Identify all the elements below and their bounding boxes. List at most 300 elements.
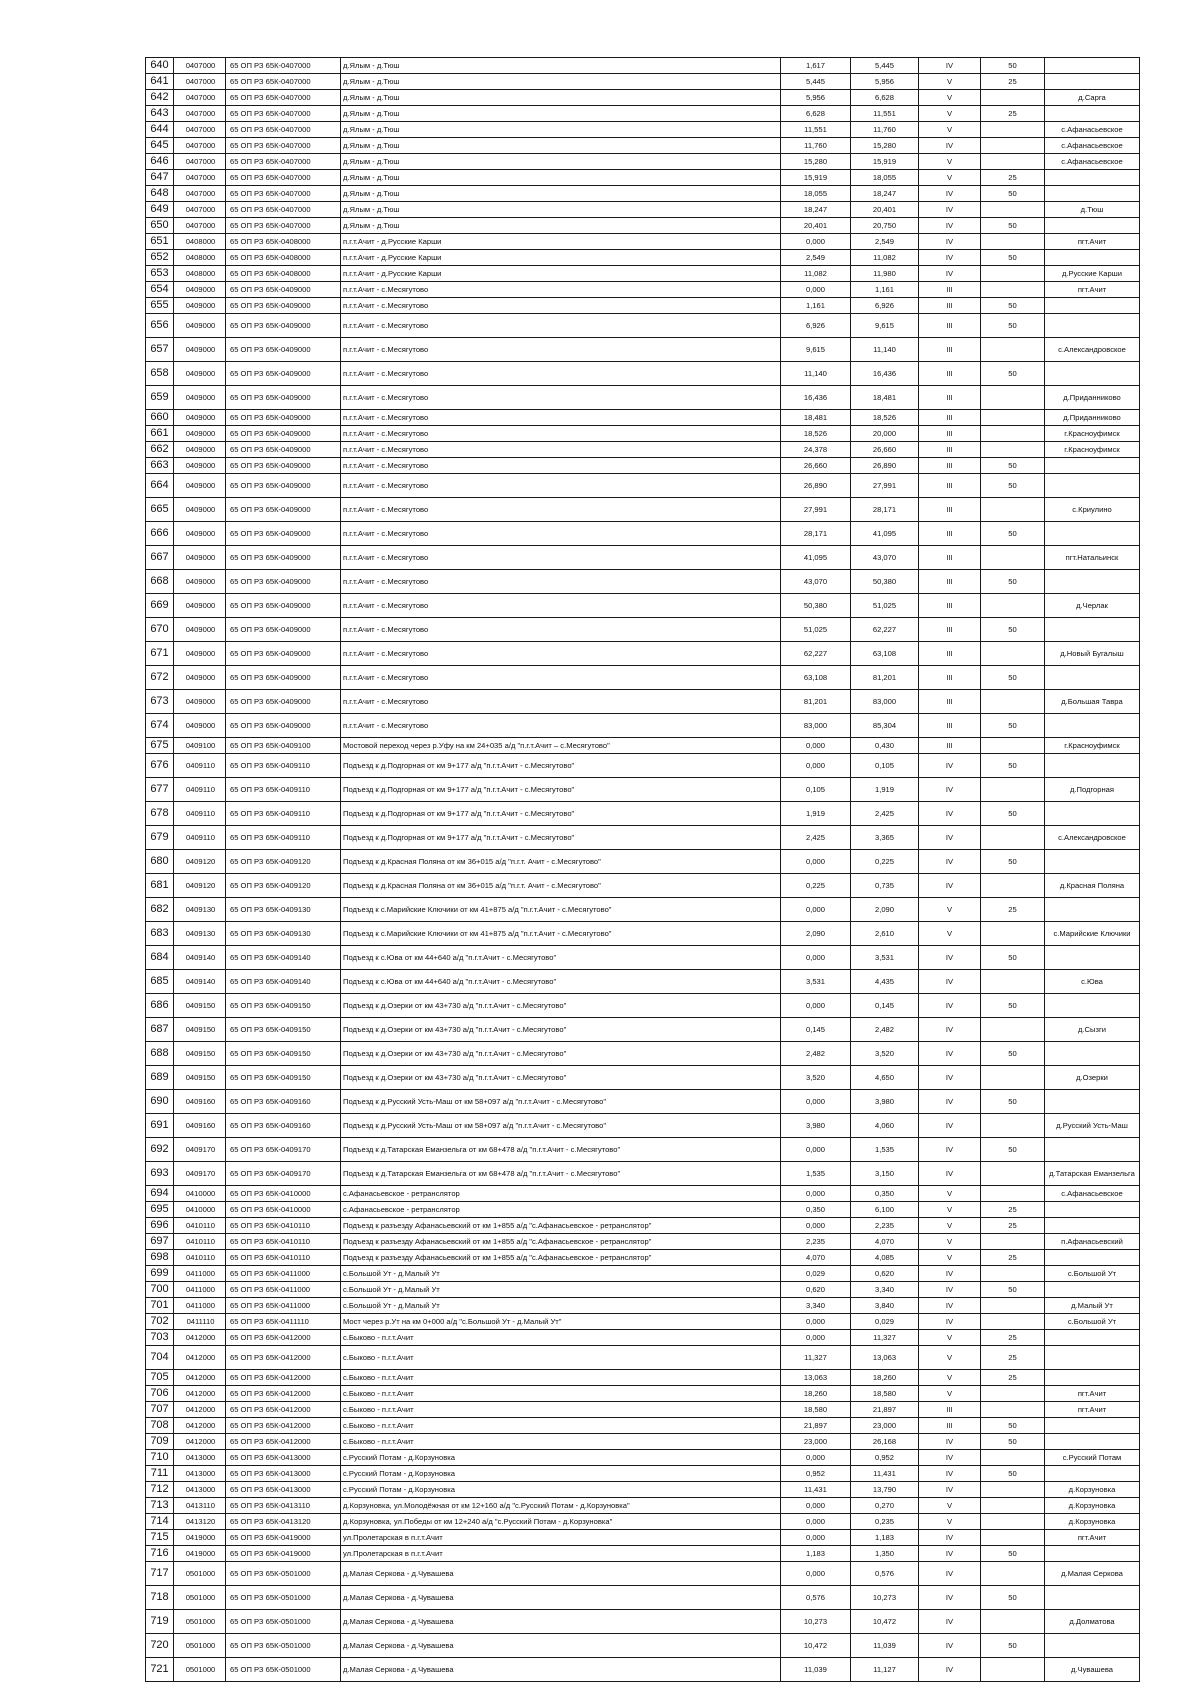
road-code-cell: 0409000 xyxy=(174,410,226,426)
registration-number-cell: 65 ОП РЗ 65К-0410110 xyxy=(226,1250,341,1266)
speed-limit-cell xyxy=(981,234,1045,250)
road-code-cell: 0409000 xyxy=(174,282,226,298)
road-name-cell: Подъезд к д.Красная Поляна от км 36+015 а/д "п.г.т. Ачит - с.Месягутово" xyxy=(341,874,781,898)
row-number-cell: 671 xyxy=(146,642,174,666)
end-km-cell: 2,235 xyxy=(851,1218,919,1234)
road-category-cell: IV xyxy=(919,202,981,218)
speed-limit-cell: 25 xyxy=(981,1218,1045,1234)
road-category-cell: V xyxy=(919,154,981,170)
road-code-cell: 0419000 xyxy=(174,1546,226,1562)
registration-number-cell: 65 ОП РЗ 65К-0407000 xyxy=(226,58,341,74)
end-km-cell: 18,055 xyxy=(851,170,919,186)
end-km-cell: 18,526 xyxy=(851,410,919,426)
settlement-cell: г.Красноуфимск xyxy=(1045,442,1140,458)
road-name-cell: п.г.т.Ачит - с.Месягутово xyxy=(341,458,781,474)
road-name-cell: д.Ялым - д.Тюш xyxy=(341,74,781,90)
registration-number-cell: 65 ОП РЗ 65К-0409150 xyxy=(226,994,341,1018)
road-name-cell: п.г.т.Ачит - д.Русские Карши xyxy=(341,234,781,250)
road-category-cell: III xyxy=(919,426,981,442)
road-code-cell: 0409000 xyxy=(174,642,226,666)
start-km-cell: 18,526 xyxy=(781,426,851,442)
speed-limit-cell: 50 xyxy=(981,1282,1045,1298)
table-row xyxy=(146,994,1140,1018)
end-km-cell: 1,350 xyxy=(851,1546,919,1562)
speed-limit-cell xyxy=(981,1066,1045,1090)
road-name-cell: Подъезд к д.Подгорная от км 9+177 а/д "п.г.т.Ачит - с.Месягутово" xyxy=(341,802,781,826)
road-code-cell: 0412000 xyxy=(174,1346,226,1370)
road-code-cell: 0409000 xyxy=(174,314,226,338)
table-row xyxy=(146,1186,1140,1202)
table-row xyxy=(146,1234,1140,1250)
road-category-cell: III xyxy=(919,570,981,594)
road-category-cell: V xyxy=(919,1186,981,1202)
settlement-cell: с.Марийские Ключики xyxy=(1045,922,1140,946)
settlement-cell: д.Малая Серкова xyxy=(1045,1562,1140,1586)
settlement-cell: с.Афанасьевское xyxy=(1045,122,1140,138)
road-code-cell: 0409130 xyxy=(174,922,226,946)
road-category-cell: IV xyxy=(919,1042,981,1066)
start-km-cell: 6,926 xyxy=(781,314,851,338)
registration-number-cell: 65 ОП РЗ 65К-0411110 xyxy=(226,1314,341,1330)
settlement-cell: пгт.Ачит xyxy=(1045,234,1140,250)
road-category-cell: IV xyxy=(919,802,981,826)
road-category-cell: IV xyxy=(919,778,981,802)
table-row xyxy=(146,1090,1140,1114)
row-number-cell: 686 xyxy=(146,994,174,1018)
settlement-cell xyxy=(1045,1418,1140,1434)
start-km-cell: 3,340 xyxy=(781,1298,851,1314)
table-row xyxy=(146,1586,1140,1610)
start-km-cell: 5,956 xyxy=(781,90,851,106)
row-number-cell: 692 xyxy=(146,1138,174,1162)
table-row xyxy=(146,946,1140,970)
table-row xyxy=(146,1434,1140,1450)
settlement-cell: д.Черлак xyxy=(1045,594,1140,618)
row-number-cell: 717 xyxy=(146,1562,174,1586)
road-name-cell: д.Ялым - д.Тюш xyxy=(341,122,781,138)
registration-number-cell: 65 ОП РЗ 65К-0409150 xyxy=(226,1042,341,1066)
road-code-cell: 0407000 xyxy=(174,186,226,202)
registration-number-cell: 65 ОП РЗ 65К-0407000 xyxy=(226,218,341,234)
registration-number-cell: 65 ОП РЗ 65К-0411000 xyxy=(226,1298,341,1314)
end-km-cell: 18,580 xyxy=(851,1386,919,1402)
start-km-cell: 21,897 xyxy=(781,1418,851,1434)
settlement-cell: д.Русский Усть-Маш xyxy=(1045,1114,1140,1138)
row-number-cell: 698 xyxy=(146,1250,174,1266)
row-number-cell: 669 xyxy=(146,594,174,618)
end-km-cell: 81,201 xyxy=(851,666,919,690)
end-km-cell: 26,168 xyxy=(851,1434,919,1450)
table-row xyxy=(146,642,1140,666)
start-km-cell: 13,063 xyxy=(781,1370,851,1386)
registration-number-cell: 65 ОП РЗ 65К-0409000 xyxy=(226,714,341,738)
start-km-cell: 0,000 xyxy=(781,754,851,778)
speed-limit-cell: 50 xyxy=(981,1434,1045,1450)
road-category-cell: IV xyxy=(919,234,981,250)
registration-number-cell: 65 ОП РЗ 65К-0409110 xyxy=(226,778,341,802)
start-km-cell: 10,273 xyxy=(781,1610,851,1634)
row-number-cell: 707 xyxy=(146,1402,174,1418)
table-row xyxy=(146,498,1140,522)
registration-number-cell: 65 ОП РЗ 65К-0409000 xyxy=(226,690,341,714)
start-km-cell: 0,000 xyxy=(781,1090,851,1114)
road-category-cell: IV xyxy=(919,970,981,994)
table-row xyxy=(146,106,1140,122)
start-km-cell: 16,436 xyxy=(781,386,851,410)
road-code-cell: 0501000 xyxy=(174,1610,226,1634)
end-km-cell: 4,435 xyxy=(851,970,919,994)
row-number-cell: 680 xyxy=(146,850,174,874)
road-code-cell: 0501000 xyxy=(174,1586,226,1610)
road-category-cell: V xyxy=(919,1250,981,1266)
speed-limit-cell: 50 xyxy=(981,754,1045,778)
road-code-cell: 0412000 xyxy=(174,1434,226,1450)
road-code-cell: 0501000 xyxy=(174,1634,226,1658)
speed-limit-cell xyxy=(981,386,1045,410)
start-km-cell: 81,201 xyxy=(781,690,851,714)
table-row xyxy=(146,386,1140,410)
start-km-cell: 5,445 xyxy=(781,74,851,90)
road-code-cell: 0501000 xyxy=(174,1658,226,1682)
row-number-cell: 645 xyxy=(146,138,174,154)
settlement-cell: пгт.Ачит xyxy=(1045,282,1140,298)
registration-number-cell: 65 ОП РЗ 65К-0407000 xyxy=(226,186,341,202)
table-row xyxy=(146,1250,1140,1266)
registration-number-cell: 65 ОП РЗ 65К-0409000 xyxy=(226,282,341,298)
speed-limit-cell xyxy=(981,442,1045,458)
table-row xyxy=(146,1482,1140,1498)
road-code-cell: 0409000 xyxy=(174,570,226,594)
registration-number-cell: 65 ОП РЗ 65К-0501000 xyxy=(226,1586,341,1610)
settlement-cell xyxy=(1045,1466,1140,1482)
road-code-cell: 0409140 xyxy=(174,946,226,970)
registration-number-cell: 65 ОП РЗ 65К-0407000 xyxy=(226,122,341,138)
speed-limit-cell: 50 xyxy=(981,714,1045,738)
road-category-cell: V xyxy=(919,898,981,922)
road-code-cell: 0407000 xyxy=(174,218,226,234)
table-row xyxy=(146,1346,1140,1370)
road-code-cell: 0409120 xyxy=(174,850,226,874)
registration-number-cell: 65 ОП РЗ 65К-0413110 xyxy=(226,1498,341,1514)
settlement-cell xyxy=(1045,362,1140,386)
end-km-cell: 41,095 xyxy=(851,522,919,546)
table-row xyxy=(146,1162,1140,1186)
end-km-cell: 0,235 xyxy=(851,1514,919,1530)
registration-number-cell: 65 ОП РЗ 65К-0410110 xyxy=(226,1218,341,1234)
road-category-cell: IV xyxy=(919,138,981,154)
row-number-cell: 685 xyxy=(146,970,174,994)
road-code-cell: 0409150 xyxy=(174,1018,226,1042)
speed-limit-cell xyxy=(981,1266,1045,1282)
speed-limit-cell: 50 xyxy=(981,218,1045,234)
road-name-cell: д.Малая Серкова - д.Чувашева xyxy=(341,1610,781,1634)
road-name-cell: Подъезд к с.Марийские Ключики от км 41+875 а/д "п.г.т.Ачит - с.Месягутово" xyxy=(341,922,781,946)
road-category-cell: IV xyxy=(919,1562,981,1586)
road-category-cell: III xyxy=(919,386,981,410)
registration-number-cell: 65 ОП РЗ 65К-0409000 xyxy=(226,362,341,386)
start-km-cell: 0,000 xyxy=(781,1218,851,1234)
road-category-cell: V xyxy=(919,1386,981,1402)
row-number-cell: 640 xyxy=(146,58,174,74)
end-km-cell: 16,436 xyxy=(851,362,919,386)
settlement-cell: д.Сызги xyxy=(1045,1018,1140,1042)
start-km-cell: 18,055 xyxy=(781,186,851,202)
road-code-cell: 0407000 xyxy=(174,58,226,74)
table-row xyxy=(146,186,1140,202)
registration-number-cell: 65 ОП РЗ 65К-0409140 xyxy=(226,970,341,994)
end-km-cell: 3,840 xyxy=(851,1298,919,1314)
end-km-cell: 1,919 xyxy=(851,778,919,802)
road-category-cell: IV xyxy=(919,994,981,1018)
table-row xyxy=(146,1610,1140,1634)
table-row xyxy=(146,714,1140,738)
road-name-cell: Подъезд к д.Красная Поляна от км 36+015 а/д "п.г.т. Ачит - с.Месягутово" xyxy=(341,850,781,874)
end-km-cell: 15,280 xyxy=(851,138,919,154)
row-number-cell: 714 xyxy=(146,1514,174,1530)
settlement-cell: д.Корзуновка xyxy=(1045,1514,1140,1530)
speed-limit-cell xyxy=(981,1114,1045,1138)
registration-number-cell: 65 ОП РЗ 65К-0409120 xyxy=(226,874,341,898)
road-category-cell: IV xyxy=(919,58,981,74)
road-name-cell: п.г.т.Ачит - с.Месягутово xyxy=(341,570,781,594)
road-category-cell: IV xyxy=(919,1610,981,1634)
road-code-cell: 0501000 xyxy=(174,1562,226,1586)
end-km-cell: 0,029 xyxy=(851,1314,919,1330)
table-row xyxy=(146,874,1140,898)
registration-number-cell: 65 ОП РЗ 65К-0412000 xyxy=(226,1434,341,1450)
table-row xyxy=(146,234,1140,250)
road-name-cell: п.г.т.Ачит - с.Месягутово xyxy=(341,642,781,666)
table-row xyxy=(146,1514,1140,1530)
road-category-cell: V xyxy=(919,1218,981,1234)
start-km-cell: 0,620 xyxy=(781,1282,851,1298)
registration-number-cell: 65 ОП РЗ 65К-0412000 xyxy=(226,1346,341,1370)
road-name-cell: Подъезд к д.Подгорная от км 9+177 а/д "п.г.т.Ачит - с.Месягутово" xyxy=(341,826,781,850)
start-km-cell: 0,000 xyxy=(781,1314,851,1330)
settlement-cell xyxy=(1045,458,1140,474)
row-number-cell: 709 xyxy=(146,1434,174,1450)
table-row xyxy=(146,1282,1140,1298)
table-row xyxy=(146,1450,1140,1466)
registration-number-cell: 65 ОП РЗ 65К-0412000 xyxy=(226,1418,341,1434)
road-name-cell: Подъезд к с.Марийские Ключики от км 41+875 а/д "п.г.т.Ачит - с.Месягутово" xyxy=(341,898,781,922)
road-name-cell: д.Малая Серкова - д.Чувашева xyxy=(341,1658,781,1682)
table-row xyxy=(146,1202,1140,1218)
table-row xyxy=(146,90,1140,106)
speed-limit-cell: 25 xyxy=(981,1346,1045,1370)
road-name-cell: Подъезд к д.Русский Усть-Маш от км 58+097 а/д "п.г.т.Ачит - с.Месягутово" xyxy=(341,1114,781,1138)
start-km-cell: 1,535 xyxy=(781,1162,851,1186)
road-code-cell: 0409000 xyxy=(174,498,226,522)
start-km-cell: 2,425 xyxy=(781,826,851,850)
speed-limit-cell xyxy=(981,1498,1045,1514)
row-number-cell: 653 xyxy=(146,266,174,282)
end-km-cell: 2,610 xyxy=(851,922,919,946)
road-category-cell: III xyxy=(919,458,981,474)
table-row xyxy=(146,442,1140,458)
road-name-cell: п.г.т.Ачит - с.Месягутово xyxy=(341,666,781,690)
road-name-cell: п.г.т.Ачит - с.Месягутово xyxy=(341,386,781,410)
row-number-cell: 654 xyxy=(146,282,174,298)
road-code-cell: 0409000 xyxy=(174,442,226,458)
settlement-cell: пгт.Ачит xyxy=(1045,1402,1140,1418)
table-row xyxy=(146,218,1140,234)
row-number-cell: 664 xyxy=(146,474,174,498)
registration-number-cell: 65 ОП РЗ 65К-0407000 xyxy=(226,74,341,90)
start-km-cell: 0,000 xyxy=(781,850,851,874)
row-number-cell: 682 xyxy=(146,898,174,922)
speed-limit-cell: 50 xyxy=(981,1546,1045,1562)
settlement-cell xyxy=(1045,850,1140,874)
speed-limit-cell: 25 xyxy=(981,1250,1045,1266)
table-row xyxy=(146,362,1140,386)
registration-number-cell: 65 ОП РЗ 65К-0409000 xyxy=(226,666,341,690)
settlement-cell: пгт.Ачит xyxy=(1045,1386,1140,1402)
registration-number-cell: 65 ОП РЗ 65К-0409110 xyxy=(226,802,341,826)
start-km-cell: 63,108 xyxy=(781,666,851,690)
road-name-cell: д.Ялым - д.Тюш xyxy=(341,186,781,202)
road-name-cell: д.Ялым - д.Тюш xyxy=(341,58,781,74)
table-row xyxy=(146,1658,1140,1682)
registration-number-cell: 65 ОП РЗ 65К-0409000 xyxy=(226,410,341,426)
road-code-cell: 0412000 xyxy=(174,1402,226,1418)
start-km-cell: 0,000 xyxy=(781,1514,851,1530)
registration-number-cell: 65 ОП РЗ 65К-0407000 xyxy=(226,90,341,106)
row-number-cell: 644 xyxy=(146,122,174,138)
settlement-cell: д.Приданниково xyxy=(1045,386,1140,410)
road-category-cell: IV xyxy=(919,1466,981,1482)
road-name-cell: Подъезд к д.Татарская Еманзельга от км 68+478 а/д "п.г.т.Ачит - с.Месягутово" xyxy=(341,1162,781,1186)
registration-number-cell: 65 ОП РЗ 65К-0411000 xyxy=(226,1266,341,1282)
end-km-cell: 28,171 xyxy=(851,498,919,522)
end-km-cell: 26,660 xyxy=(851,442,919,458)
road-code-cell: 0409100 xyxy=(174,738,226,754)
road-category-cell: IV xyxy=(919,250,981,266)
road-category-cell: IV xyxy=(919,1266,981,1282)
table-row xyxy=(146,546,1140,570)
row-number-cell: 661 xyxy=(146,426,174,442)
row-number-cell: 676 xyxy=(146,754,174,778)
road-code-cell: 0410110 xyxy=(174,1250,226,1266)
end-km-cell: 0,270 xyxy=(851,1498,919,1514)
table-row xyxy=(146,170,1140,186)
road-category-cell: III xyxy=(919,362,981,386)
road-code-cell: 0413120 xyxy=(174,1514,226,1530)
start-km-cell: 0,000 xyxy=(781,898,851,922)
road-code-cell: 0419000 xyxy=(174,1530,226,1546)
speed-limit-cell xyxy=(981,1162,1045,1186)
registration-number-cell: 65 ОП РЗ 65К-0412000 xyxy=(226,1386,341,1402)
road-category-cell: V xyxy=(919,1234,981,1250)
road-category-cell: IV xyxy=(919,946,981,970)
settlement-cell: д.Корзуновка xyxy=(1045,1498,1140,1514)
road-name-cell: п.г.т.Ачит - с.Месягутово xyxy=(341,410,781,426)
start-km-cell: 3,980 xyxy=(781,1114,851,1138)
speed-limit-cell: 50 xyxy=(981,850,1045,874)
road-name-cell: п.г.т.Ачит - с.Месягутово xyxy=(341,546,781,570)
road-code-cell: 0409000 xyxy=(174,298,226,314)
road-name-cell: п.г.т.Ачит - с.Месягутово xyxy=(341,618,781,642)
road-name-cell: Подъезд к разъезду Афанасьевский от км 1+855 а/д "с.Афанасьевское - ретранслятор" xyxy=(341,1218,781,1234)
end-km-cell: 0,735 xyxy=(851,874,919,898)
road-code-cell: 0409120 xyxy=(174,874,226,898)
road-name-cell: ул.Пролетарская в п.г.т.Ачит xyxy=(341,1546,781,1562)
speed-limit-cell xyxy=(981,778,1045,802)
settlement-cell: д.Долматова xyxy=(1045,1610,1140,1634)
table-row xyxy=(146,1386,1140,1402)
row-number-cell: 656 xyxy=(146,314,174,338)
table-row xyxy=(146,338,1140,362)
start-km-cell: 0,952 xyxy=(781,1466,851,1482)
row-number-cell: 711 xyxy=(146,1466,174,1482)
settlement-cell xyxy=(1045,74,1140,90)
road-category-cell: IV xyxy=(919,1114,981,1138)
road-code-cell: 0409000 xyxy=(174,386,226,410)
road-code-cell: 0407000 xyxy=(174,138,226,154)
end-km-cell: 11,551 xyxy=(851,106,919,122)
row-number-cell: 642 xyxy=(146,90,174,106)
row-number-cell: 657 xyxy=(146,338,174,362)
row-number-cell: 694 xyxy=(146,1186,174,1202)
start-km-cell: 3,520 xyxy=(781,1066,851,1090)
settlement-cell: г.Красноуфимск xyxy=(1045,738,1140,754)
row-number-cell: 715 xyxy=(146,1530,174,1546)
road-code-cell: 0409000 xyxy=(174,338,226,362)
start-km-cell: 0,000 xyxy=(781,1498,851,1514)
road-code-cell: 0408000 xyxy=(174,266,226,282)
start-km-cell: 18,247 xyxy=(781,202,851,218)
table-row xyxy=(146,1138,1140,1162)
end-km-cell: 3,340 xyxy=(851,1282,919,1298)
road-category-cell: IV xyxy=(919,1018,981,1042)
road-name-cell: Подъезд к д.Озерки от км 43+730 а/д "п.г.т.Ачит - с.Месягутово" xyxy=(341,1018,781,1042)
end-km-cell: 13,790 xyxy=(851,1482,919,1498)
registration-number-cell: 65 ОП РЗ 65К-0409000 xyxy=(226,570,341,594)
row-number-cell: 643 xyxy=(146,106,174,122)
settlement-cell: д.Сарга xyxy=(1045,90,1140,106)
road-name-cell: Мостовой переход через р.Уфу на км 24+035 а/д "п.г.т.Ачит – с.Месягутово" xyxy=(341,738,781,754)
speed-limit-cell xyxy=(981,546,1045,570)
table-row xyxy=(146,474,1140,498)
registration-number-cell: 65 ОП РЗ 65К-0407000 xyxy=(226,170,341,186)
row-number-cell: 718 xyxy=(146,1586,174,1610)
registration-number-cell: 65 ОП РЗ 65К-0408000 xyxy=(226,234,341,250)
road-name-cell: п.г.т.Ачит - д.Русские Карши xyxy=(341,250,781,266)
table-row xyxy=(146,138,1140,154)
registration-number-cell: 65 ОП РЗ 65К-0409000 xyxy=(226,474,341,498)
speed-limit-cell: 25 xyxy=(981,1202,1045,1218)
settlement-cell xyxy=(1045,1546,1140,1562)
settlement-cell xyxy=(1045,754,1140,778)
speed-limit-cell xyxy=(981,1530,1045,1546)
speed-limit-cell xyxy=(981,1450,1045,1466)
end-km-cell: 3,365 xyxy=(851,826,919,850)
end-km-cell: 0,620 xyxy=(851,1266,919,1282)
row-number-cell: 702 xyxy=(146,1314,174,1330)
speed-limit-cell xyxy=(981,1298,1045,1314)
start-km-cell: 0,000 xyxy=(781,234,851,250)
settlement-cell xyxy=(1045,618,1140,642)
row-number-cell: 713 xyxy=(146,1498,174,1514)
start-km-cell: 0,000 xyxy=(781,1530,851,1546)
settlement-cell xyxy=(1045,474,1140,498)
road-name-cell: п.г.т.Ачит - с.Месягутово xyxy=(341,282,781,298)
start-km-cell: 26,660 xyxy=(781,458,851,474)
table-row xyxy=(146,1370,1140,1386)
road-name-cell: д.Малая Серкова - д.Чувашева xyxy=(341,1586,781,1610)
end-km-cell: 85,304 xyxy=(851,714,919,738)
road-category-cell: IV xyxy=(919,1314,981,1330)
